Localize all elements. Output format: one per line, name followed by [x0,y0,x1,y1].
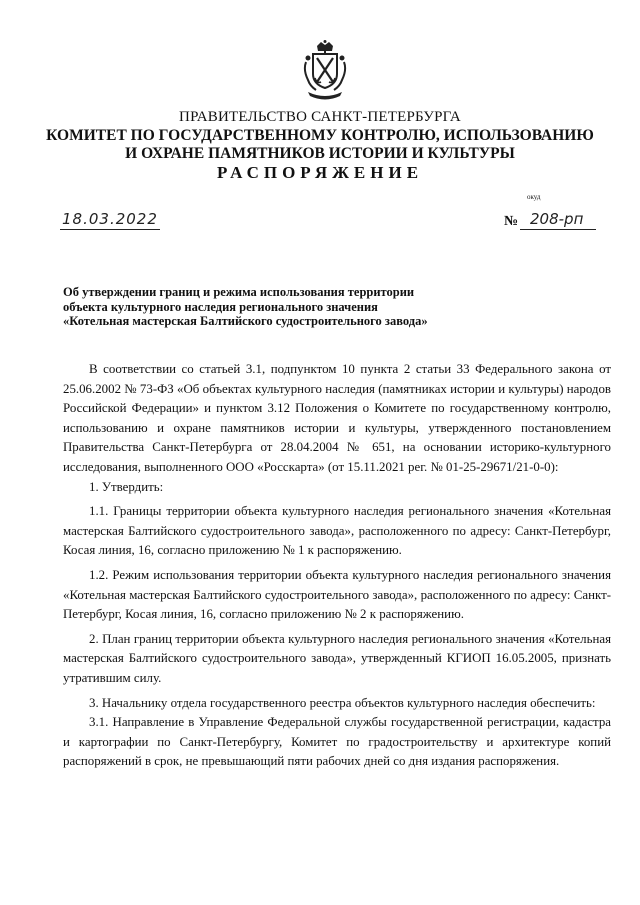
document-number: 208-рп [530,210,584,228]
paragraph-1-2: 1.2. Режим использования территории объекта культурного наследия регионального значения «Котельная мастерская Балтийского судостроительного завода», расположенного по адресу: Санкт-Петербург, Косая линия, 16, согласно приложению № 2 к распоряжению. [63,567,611,622]
committee-title-line1: КОМИТЕТ ПО ГОСУДАРСТВЕННОМУ КОНТРОЛЮ, ИСПОЛЬЗОВАНИЮ [46,127,594,144]
paragraph-preamble: В соответствии со статьей 3.1, подпунктом 10 пункта 2 статьи 33 Федерального закона от 25.06.2002 № 73-ФЗ «Об объектах культурного наследия (памятниках истории и культуры) народов Российской Федерации» и пунктом 3.12 Положения о Комитете по государственному контролю, использованию и охране памятников истории и культуры, утвержденного постановлением Правительства Санкт-Петербурга от 28.04.2004 № 651, на основании историко-культурного исследования, выполненного ООО «Росскарта» (от 15.11.2021 рег. № 01-25-29671/21-0-0): [63,362,611,474]
paragraph-1: 1. Утвердить: [89,479,164,494]
subject-line3: «Котельная мастерская Балтийского судостроительного завода» [63,314,428,328]
document-subject [63,285,483,329]
document-type: РАСПОРЯЖЕНИЕ [216,163,424,182]
date-underline [60,229,160,230]
number-underline [520,229,596,230]
paragraph-1-1: 1.1. Границы территории объекта культурного наследия регионального значения «Котельная мастерская Балтийского судостроительного завода», расположенного по адресу: Санкт-Петербург, Косая линия, 16, согласно приложению № 1 к распоряжению. [63,504,611,558]
st-petersburg-coat-of-arms-icon [302,40,348,102]
committee-title-line2: И ОХРАНЕ ПАМЯТНИКОВ ИСТОРИИ И КУЛЬТУРЫ [125,145,515,162]
subject-line1: Об утверждении границ и режима использования территории [63,285,415,299]
government-title: ПРАВИТЕЛЬСТВО САНКТ-ПЕТЕРБУРГА [179,109,461,125]
paragraph-3-1: 3.1. Направление в Управление Федеральной службы государственной регистрации, кадастра и картографии по Санкт-Петербургу, Комитет по градостроительству и архитектуре копий распоряжений в срок, не превышающий пяти рабочих дней со дня издания распоряжения. [63,715,611,769]
okud-label: окуд [527,193,541,201]
number-sign: № [504,214,519,229]
subject-line2: объекта культурного наследия регионального значения [63,299,378,314]
paragraph-3: 3. Начальнику отдела государственного реестра объектов культурного наследия обеспечить: [89,695,596,710]
document-date: 18.03.2022 [62,210,158,228]
committee-title [0,127,640,163]
paragraph-2: 2. План границ территории объекта культурного наследия регионального значения «Котельная мастерская Балтийского судостроительного завода», утвержденный КГИОП 16.05.2005, признать утратившим силу. [63,631,611,685]
document-body [63,360,611,772]
